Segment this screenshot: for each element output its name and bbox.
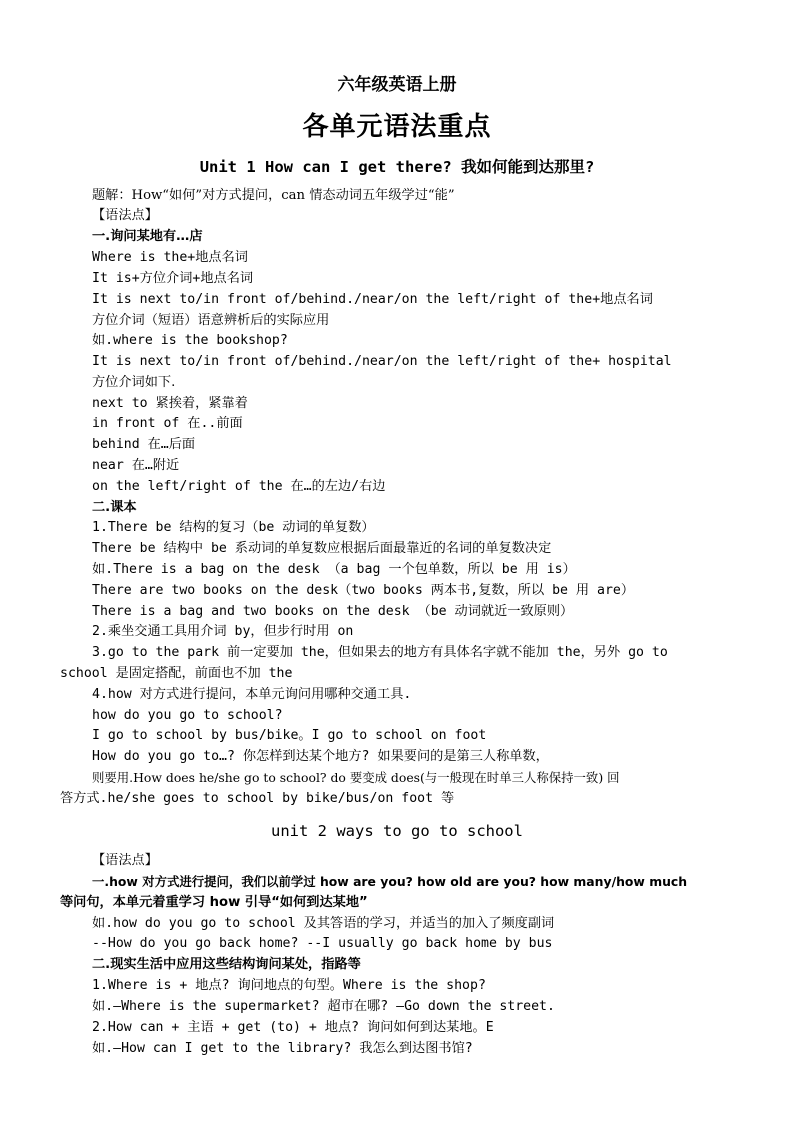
unit2-line: 2.How can + 主语 + get (to) + 地点? 询问如何到达某地。E (92, 1020, 494, 1035)
unit1-line: There be 结构中 be 系动词的单复数应根据后面最靠近的名词的单复数决定 (92, 541, 552, 556)
unit2-line: 如.—How can I get to the library? 我怎么到达图书馆? (92, 1041, 473, 1056)
unit1-line: 题解：How“如何”对方式提问，can 情态动词五年级学过“能” (92, 188, 455, 203)
unit1-line: There is a bag and two books on the desk （be 动词就近一致原则） (92, 604, 574, 619)
unit1-line: There are two books on the desk（two books 两本书,复数，所以 be 用 are） (92, 583, 635, 598)
unit1-line: 则要用.How does he/she go to school? do 要变成 does(与一般现在时单三人称保持一致) 回 (92, 770, 620, 785)
unit1-line: Where is the+地点名词 (92, 250, 248, 265)
unit2-line: 如.—Where is the supermarket? 超市在哪? —Go down the street. (92, 999, 555, 1014)
unit1-line: 3.go to the park 前一定要加 the，但如果去的地方有具体名字就不能加 the，另外 go to (92, 645, 668, 660)
unit1-line: 【语法点】 (92, 208, 158, 223)
unit1-line: near 在…附近 (92, 458, 180, 473)
unit1-line: How do you go to…? 你怎样到达某个地方? 如果要问的是第三人称单数， (92, 749, 549, 764)
unit1-line: behind 在…后面 (92, 437, 196, 452)
unit1-line: 如.where is the bookshop? (92, 333, 288, 348)
unit1-line: 4.how 对方式进行提问，本单元询问用哪种交通工具. (92, 687, 412, 702)
unit1-line: in front of 在..前面 (92, 416, 243, 431)
unit1-line: It is+方位介词+地点名词 (92, 271, 254, 286)
unit2-line: 1.Where is + 地点? 询问地点的句型。Where is the shop? (92, 978, 486, 993)
unit1-line: 1.There be 结构的复习（be 动词的单复数） (92, 520, 375, 535)
unit1-line: 方位介词（短语）语意辨析后的实际应用 (92, 313, 330, 328)
unit2-section-heading: 一.how 对方式进行提问，我们以前学过 how are you? how old are you? how many/how much (92, 874, 688, 889)
unit1-line: 方位介词如下. (92, 375, 176, 390)
unit1-heading: Unit 1 How can I get there? 我如何能到达那里? (199, 158, 595, 176)
unit1-line: 答方式.he/she goes to school by bike/bus/on foot 等 (60, 791, 455, 806)
unit1-line: I go to school by bus/bike。I go to school on foot (92, 728, 487, 743)
unit2-section-heading: 等问句，本单元着重学习 how 引导“如何到达某地” (60, 895, 368, 910)
unit1-line: on the left/right of the 在…的左边/右边 (92, 479, 386, 494)
unit1-line: 如.There is a bag on the desk （a bag 一个包单数，所以 be 用 is） (92, 562, 576, 577)
unit2-line: 如.how do you go to school 及其答语的学习，并适当的加入了频度副词 (92, 916, 555, 931)
unit1-section-heading: 二.课本 (92, 500, 137, 515)
unit2-heading: unit 2 ways to go to school (271, 822, 523, 840)
unit1-line: 2.乘坐交通工具用介词 by，但步行时用 on (92, 624, 354, 639)
unit1-line: how do you go to school? (92, 708, 283, 723)
unit2-line: 【语法点】 (92, 853, 158, 868)
unit2-section-heading: 二.现实生活中应用这些结构询问某处，指路等 (92, 957, 361, 972)
unit1-section-heading: 一.询问某地有…店 (92, 229, 203, 244)
unit1-line: next to 紧挨着，紧靠着 (92, 396, 248, 411)
unit1-line: school 是固定搭配，前面也不加 the (60, 666, 293, 681)
unit1-line: It is next to/in front of/behind./near/on the left/right of the+地点名词 (92, 292, 653, 307)
unit2-line: --How do you go back home? --I usually go back home by bus (92, 936, 553, 951)
grade-title: 六年级英语上册 (337, 75, 457, 95)
page-title: 各单元语法重点 (302, 112, 492, 142)
unit1-line: It is next to/in front of/behind./near/on the left/right of the+ hospital (92, 354, 672, 369)
